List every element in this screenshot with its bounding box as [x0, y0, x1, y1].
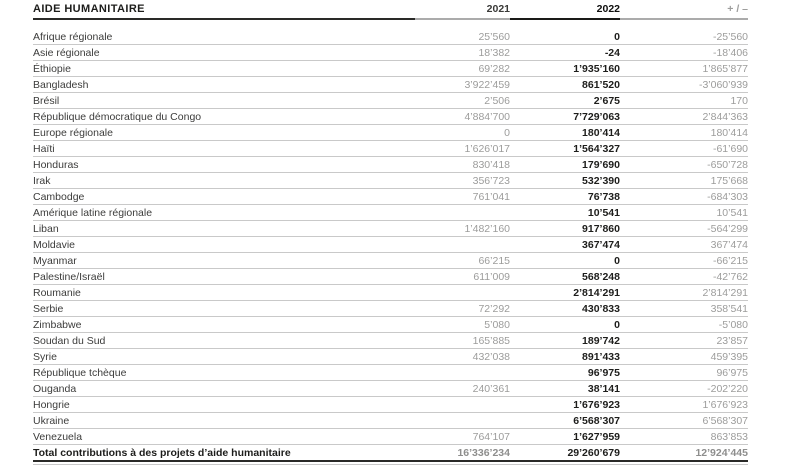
row-label-cell: Venezuela [33, 429, 415, 445]
row-label-cell: Irak [33, 173, 415, 189]
table-row [33, 285, 748, 301]
diff-cell: -202’220 [620, 381, 748, 397]
row-label-cell: Ukraine [33, 413, 415, 429]
total-2021-cell: 16’336’234 [415, 445, 510, 462]
total-diff-cell: 12’924’445 [620, 445, 748, 462]
row-label-cell: Afrique régionale [33, 29, 415, 45]
aid-table [33, 2, 748, 462]
value-2022-cell: 917’860 [510, 221, 620, 237]
value-2022-cell: 1’676’923 [510, 397, 620, 413]
value-2021-cell [415, 285, 510, 301]
diff-cell: 175’668 [620, 173, 748, 189]
diff-cell: 23’857 [620, 333, 748, 349]
diff-cell: 367’474 [620, 237, 748, 253]
row-label-cell: Zimbabwe [33, 317, 415, 333]
value-2021-cell: 432’038 [415, 349, 510, 365]
total-2022-cell: 29’260’679 [510, 445, 620, 462]
value-2022-cell: 861’520 [510, 77, 620, 93]
row-label-cell: République démocratique du Congo [33, 109, 415, 125]
table-row [33, 93, 748, 109]
value-2021-cell: 18’382 [415, 45, 510, 61]
value-2021-cell: 764’107 [415, 429, 510, 445]
value-2021-cell: 25’560 [415, 29, 510, 45]
row-label-cell: Roumanie [33, 285, 415, 301]
table-row [33, 413, 748, 429]
value-2022-cell: 7’729’063 [510, 109, 620, 125]
diff-cell: 10’541 [620, 205, 748, 221]
column-header-2021: 2021 [415, 2, 510, 19]
diff-cell: 2’814’291 [620, 285, 748, 301]
diff-cell: -3’060’939 [620, 77, 748, 93]
page-root [0, 2, 792, 465]
row-label-cell: Brésil [33, 93, 415, 109]
diff-cell: 2’844’363 [620, 109, 748, 125]
value-2022-cell: 430’833 [510, 301, 620, 317]
value-2021-cell: 5’080 [415, 317, 510, 333]
diff-cell: 1’865’877 [620, 61, 748, 77]
row-label-cell: Éthiopie [33, 61, 415, 77]
row-label-cell: Haïti [33, 141, 415, 157]
value-2021-cell: 0 [415, 125, 510, 141]
value-2022-cell: 0 [510, 253, 620, 269]
table-row [33, 77, 748, 93]
value-2021-cell: 611’009 [415, 269, 510, 285]
row-label-cell: Palestine/Israël [33, 269, 415, 285]
table-row [33, 109, 748, 125]
table-row [33, 221, 748, 237]
value-2021-cell: 1’626’017 [415, 141, 510, 157]
value-2021-cell: 356’723 [415, 173, 510, 189]
value-2021-cell: 66’215 [415, 253, 510, 269]
row-label-cell: Bangladesh [33, 77, 415, 93]
row-label-cell: Liban [33, 221, 415, 237]
diff-cell: -18’406 [620, 45, 748, 61]
value-2022-cell: 6’568’307 [510, 413, 620, 429]
row-label-cell: Asie régionale [33, 45, 415, 61]
row-label-cell: Syrie [33, 349, 415, 365]
diff-cell: 170 [620, 93, 748, 109]
row-label-cell: Amérique latine régionale [33, 205, 415, 221]
row-label-cell: Serbie [33, 301, 415, 317]
table-row [33, 205, 748, 221]
diff-cell: -66’215 [620, 253, 748, 269]
total-label-cell: Total contributions à des projets d’aide humanitaire [33, 445, 415, 462]
diff-cell: 459’395 [620, 349, 748, 365]
row-label-cell: Europe régionale [33, 125, 415, 141]
diff-cell: -5’080 [620, 317, 748, 333]
table-row [33, 365, 748, 381]
value-2021-cell: 1’482’160 [415, 221, 510, 237]
value-2022-cell: 0 [510, 29, 620, 45]
row-label-cell: Honduras [33, 157, 415, 173]
row-label-cell: Cambodge [33, 189, 415, 205]
table-header [33, 2, 748, 19]
diff-cell: 1’676’923 [620, 397, 748, 413]
table-body [33, 19, 748, 445]
value-2021-cell: 2’506 [415, 93, 510, 109]
value-2022-cell: 1’627’959 [510, 429, 620, 445]
diff-cell: 863’853 [620, 429, 748, 445]
value-2021-cell: 69’282 [415, 61, 510, 77]
value-2022-cell: 179’690 [510, 157, 620, 173]
value-2021-cell: 3’922’459 [415, 77, 510, 93]
value-2022-cell: 189’742 [510, 333, 620, 349]
table-title: AIDE HUMANITAIRE [33, 2, 415, 19]
table-row [33, 253, 748, 269]
table-row [33, 317, 748, 333]
value-2021-cell [415, 237, 510, 253]
total-row [33, 445, 748, 462]
header-gap [33, 19, 748, 29]
value-2021-cell: 761’041 [415, 189, 510, 205]
diff-cell: 358’541 [620, 301, 748, 317]
value-2021-cell: 240’361 [415, 381, 510, 397]
value-2022-cell: 568’248 [510, 269, 620, 285]
value-2022-cell: -24 [510, 45, 620, 61]
value-2022-cell: 38’141 [510, 381, 620, 397]
value-2022-cell: 1’564’327 [510, 141, 620, 157]
table-footer [33, 445, 748, 462]
table-row [33, 333, 748, 349]
table-row [33, 29, 748, 45]
value-2022-cell: 180’414 [510, 125, 620, 141]
value-2022-cell: 2’814’291 [510, 285, 620, 301]
value-2022-cell: 0 [510, 317, 620, 333]
value-2022-cell: 1’935’160 [510, 61, 620, 77]
table-row [33, 301, 748, 317]
table-row [33, 269, 748, 285]
value-2021-cell [415, 397, 510, 413]
diff-cell: 6’568’307 [620, 413, 748, 429]
table-row [33, 173, 748, 189]
value-2022-cell: 532’390 [510, 173, 620, 189]
value-2022-cell: 891’433 [510, 349, 620, 365]
diff-cell: 96’975 [620, 365, 748, 381]
table-row [33, 141, 748, 157]
diff-cell: -650’728 [620, 157, 748, 173]
value-2022-cell: 96’975 [510, 365, 620, 381]
value-2021-cell: 830’418 [415, 157, 510, 173]
row-label-cell: Hongrie [33, 397, 415, 413]
table-row [33, 125, 748, 141]
row-label-cell: Ouganda [33, 381, 415, 397]
row-label-cell: République tchèque [33, 365, 415, 381]
table-row [33, 349, 748, 365]
table-row [33, 45, 748, 61]
diff-cell: -42’762 [620, 269, 748, 285]
table-header-row [33, 2, 748, 19]
diff-cell: -564’299 [620, 221, 748, 237]
diff-cell: 180’414 [620, 125, 748, 141]
column-header-2022: 2022 [510, 2, 620, 19]
table-row [33, 397, 748, 413]
column-header-diff: + / – [620, 2, 748, 19]
table-row [33, 237, 748, 253]
value-2021-cell: 4’884’700 [415, 109, 510, 125]
value-2021-cell [415, 205, 510, 221]
table-row [33, 189, 748, 205]
table-row [33, 157, 748, 173]
value-2022-cell: 76’738 [510, 189, 620, 205]
value-2022-cell: 367’474 [510, 237, 620, 253]
row-label-cell: Soudan du Sud [33, 333, 415, 349]
table-row [33, 61, 748, 77]
table-row [33, 381, 748, 397]
row-label-cell: Moldavie [33, 237, 415, 253]
value-2021-cell [415, 365, 510, 381]
diff-cell: -684’303 [620, 189, 748, 205]
table-row [33, 429, 748, 445]
value-2022-cell: 10’541 [510, 205, 620, 221]
diff-cell: -25’560 [620, 29, 748, 45]
row-label-cell: Myanmar [33, 253, 415, 269]
value-2021-cell: 165’885 [415, 333, 510, 349]
value-2021-cell [415, 413, 510, 429]
value-2022-cell: 2’675 [510, 93, 620, 109]
value-2021-cell: 72’292 [415, 301, 510, 317]
diff-cell: -61’690 [620, 141, 748, 157]
